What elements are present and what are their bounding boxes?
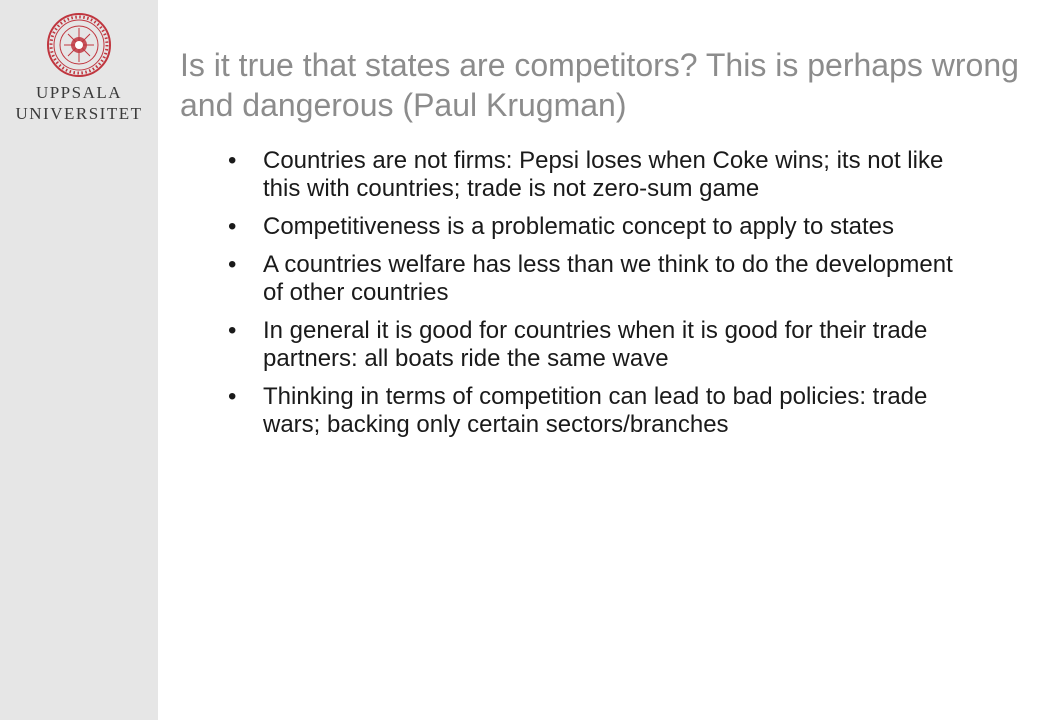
sidebar xyxy=(0,0,158,720)
bullet-text: Countries are not firms: Pepsi loses when Coke wins; its not like this with countries; trade is not zero-sum game xyxy=(263,147,944,202)
bullet-item xyxy=(228,251,968,307)
bullet-symbol: • xyxy=(228,317,237,344)
university-seal-icon xyxy=(46,12,112,78)
bullet-item xyxy=(228,317,968,373)
bullet-text: A countries welfare has less than we think to do the development of other countries xyxy=(263,251,953,306)
bullet-symbol: • xyxy=(228,383,237,410)
bullet-text: In general it is good for countries when it is good for their trade partners: all boats ride the same wave xyxy=(263,317,928,372)
bullet-symbol: • xyxy=(228,251,237,278)
bullet-item xyxy=(228,213,968,241)
bullet-item xyxy=(228,383,968,439)
logo-line-universitet: UNIVERSITET xyxy=(15,104,143,123)
bullet-symbol: • xyxy=(228,147,237,174)
bullet-item xyxy=(228,147,968,203)
university-logo xyxy=(0,12,158,124)
logo-line-uppsala: UPPSALA xyxy=(35,83,123,102)
bullet-text: Thinking in terms of competition can lead to bad policies: trade wars; backing only certain sectors/branches xyxy=(263,383,928,438)
bullet-symbol: • xyxy=(228,213,237,240)
bullet-text: Competitiveness is a problematic concept to apply to states xyxy=(263,213,894,240)
logo-text xyxy=(0,82,158,124)
slide-title: Is it true that states are competitors? This is perhaps wrong and dangerous (Paul Krugman) xyxy=(180,47,1019,123)
bullet-list xyxy=(228,147,968,449)
